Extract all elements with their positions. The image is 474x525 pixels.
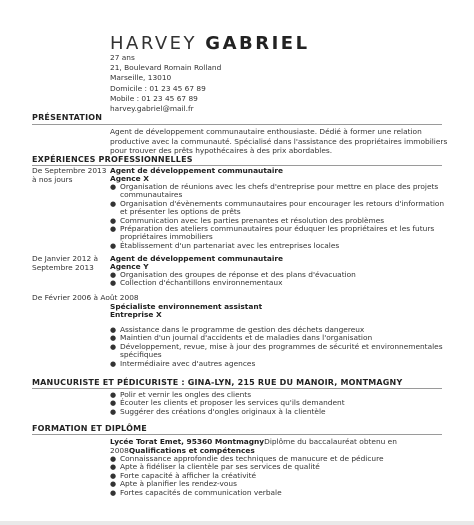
manicurist-task-list	[110, 391, 448, 416]
last-name: GABRIEL	[205, 33, 310, 54]
job-task-list	[110, 183, 448, 250]
job-company: Entreprise X	[110, 310, 162, 319]
bullet-icon: ●	[110, 471, 117, 480]
school-name: Lycée Torat Emet, 95360 Montmagny	[110, 437, 265, 446]
bullet-icon: ●	[110, 334, 117, 343]
section-divider	[32, 434, 442, 435]
bullet-icon: ●	[110, 216, 117, 225]
job-position: Spécialiste environnement assistant	[110, 302, 263, 311]
job-task-list	[110, 326, 448, 368]
job-company: Agence Y	[110, 262, 149, 271]
section-title-experience: EXPÉRIENCES PROFESSIONNELLES	[32, 155, 193, 164]
bullet-icon: ●	[110, 463, 117, 472]
list-item: ● Connaissance approfondie des techniques de manucure et de pédicure	[110, 454, 384, 463]
bullet-icon: ●	[110, 399, 117, 408]
bullet-icon: ●	[110, 225, 117, 234]
list-item: ● Développement, revue, mise à jour des programmes de sécurité et environnementales spécifiques	[110, 341, 443, 360]
section-title-education: FORMATION ET DIPLÔME	[32, 424, 147, 433]
bullet-icon: ●	[110, 241, 117, 250]
diploma-text: Diplôme du baccalauréat obtenu en	[264, 437, 397, 446]
skills-list	[110, 455, 448, 497]
contact-city: Marseille, 13010	[110, 73, 172, 83]
list-item: ● Organisation des groupes de réponse et des plans d'évacuation	[110, 270, 356, 279]
job-dates: De Février 2006 à Août 2008	[32, 293, 139, 302]
list-item: ● Communication avec les parties prenantes et résolution des problèmes	[110, 215, 385, 225]
education-entry	[110, 437, 448, 446]
bullet-icon: ●	[110, 455, 117, 463]
skills-title: Qualifications et compétences	[128, 446, 255, 455]
bullet-icon: ●	[110, 391, 117, 399]
first-name: HARVEY	[110, 33, 198, 54]
bullet-icon: ●	[110, 326, 117, 334]
list-item: ● Assistance dans le programme de gestion des déchets dangereux	[110, 325, 365, 334]
page-bottom-border	[0, 521, 474, 525]
contact-block	[110, 53, 221, 114]
bullet-icon: ●	[110, 488, 117, 497]
section-title-presentation: PRÉSENTATION	[32, 113, 103, 122]
diploma-year: 2008	[110, 446, 129, 455]
list-item: ● Écouter les clients et proposer les services qu'ils demandent	[110, 398, 345, 408]
list-item: ● Maintien d'un journal d'accidents et de maladies dans l'organisation	[110, 333, 373, 343]
list-item: ● Polir et vernir les ongles des clients	[110, 390, 252, 399]
job-company: Agence X	[110, 174, 149, 183]
bullet-icon: ●	[110, 199, 117, 208]
contact-mobile-phone: Mobile : 01 23 45 67 89	[110, 93, 198, 103]
list-item: ● Fortes capacités de communication verbale	[110, 487, 282, 497]
list-item: ● Suggérer des créations d'ongles originaux à la clientèle	[110, 406, 326, 416]
job-position: Agent de développement communautaire	[110, 254, 284, 263]
bullet-icon: ●	[110, 183, 117, 191]
list-item: ● Collection d'échantillons environnementaux	[110, 278, 283, 288]
contact-street: 21, Boulevard Romain Rolland	[110, 63, 222, 73]
bullet-icon: ●	[110, 271, 117, 279]
job-position: Agent de développement communautaire	[110, 166, 284, 175]
contact-home-phone: Domicile : 01 23 45 67 89	[110, 83, 206, 93]
section-divider	[32, 124, 442, 125]
list-item: ● Apte à planifier les rendez-vous	[110, 479, 237, 489]
job-task-list	[110, 271, 448, 288]
section-title-manicurist: MANUCURISTE ET PÉDICURISTE : GINA-LYN, 215 RUE DU MANOIR, MONTMAGNY	[32, 378, 403, 387]
section-divider	[32, 388, 442, 389]
contact-age: 27 ans	[110, 53, 135, 62]
presentation-text: Agent de développement communautaire enthousiaste. Dédié à former une relation productive avec la communauté. Spécialisé dans l'assistance des propriétaires immobiliers pour trouver des prêts hypothécaires à des prix abordables.	[110, 127, 448, 156]
list-item: ● Préparation des ateliers communautaires pour éduquer les propriétaires et les futurs propriétaires immobiliers	[110, 224, 435, 242]
list-item: ● Apte à fidéliser la clientèle par ses services de qualité	[110, 462, 320, 472]
list-item: ● Forte capacité à afficher la créativité	[110, 470, 257, 480]
job-dates: De Septembre 2013 à nos jours	[32, 166, 107, 185]
list-item: ● Établissement d'un partenariat avec les entreprises locales	[110, 240, 340, 250]
bullet-icon: ●	[110, 480, 117, 489]
candidate-name	[110, 33, 310, 54]
job-dates: De Janvier 2012 à Septembre 2013	[32, 254, 99, 273]
list-item: ● Intermédiaire avec d'autres agences	[110, 358, 256, 368]
list-item: ● Organisation d'évènements communautaires pour encourager les retours d'information et présenter les options de prêts	[110, 198, 445, 217]
bullet-icon: ●	[110, 279, 117, 288]
bullet-icon: ●	[110, 359, 117, 368]
list-item: ● Organisation de réunions avec les chefs d'entreprise pour mettre en place des projets communautaires	[110, 182, 439, 200]
bullet-icon: ●	[110, 342, 117, 351]
bullet-icon: ●	[110, 407, 117, 416]
contact-email: harvey.gabriel@mail.fr	[110, 104, 194, 114]
